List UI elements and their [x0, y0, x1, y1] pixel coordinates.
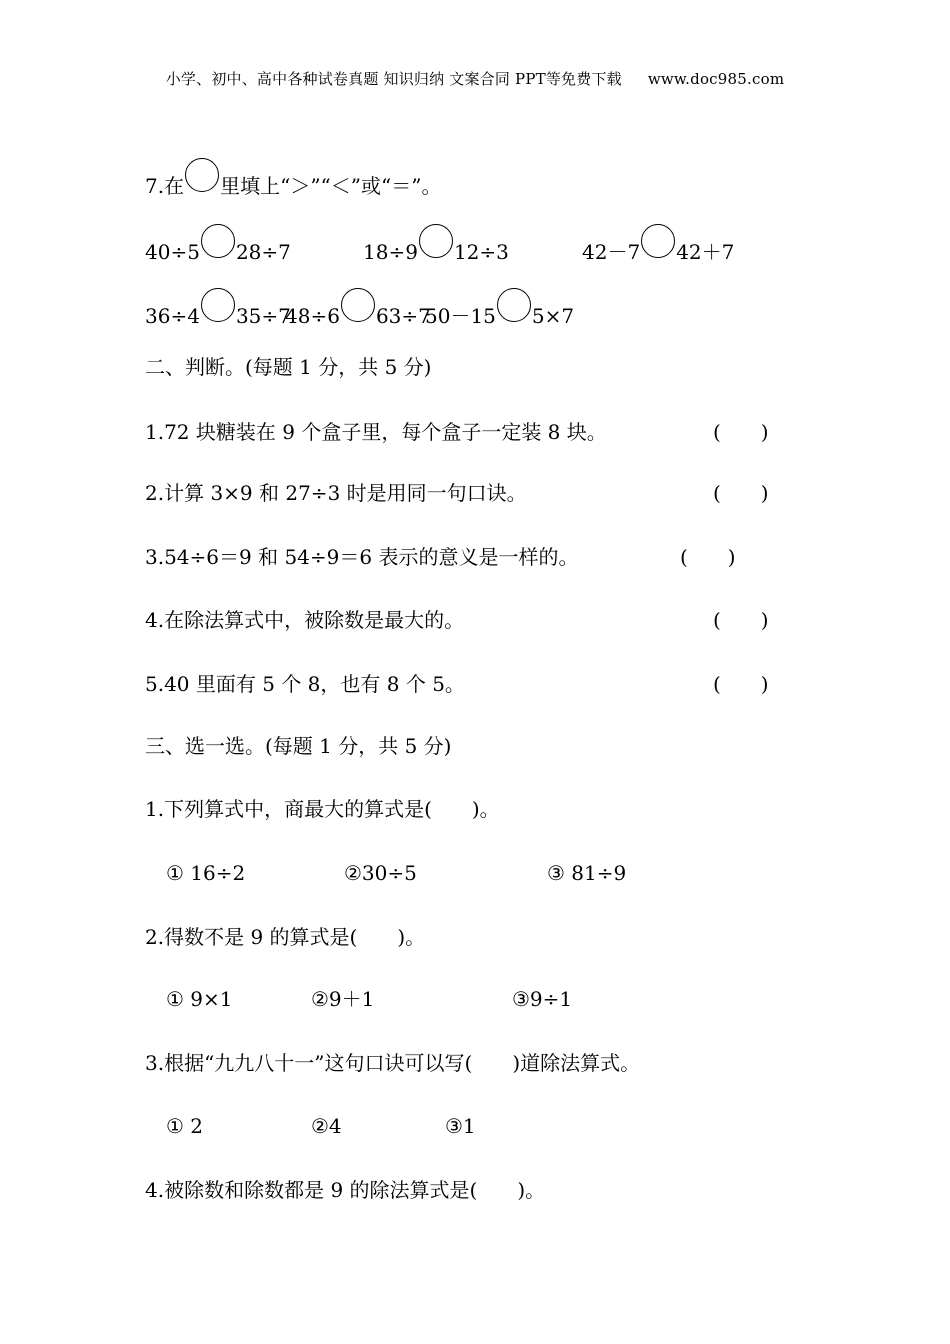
- comparison-circle-icon: [185, 158, 219, 192]
- comparison-left: 48÷6: [285, 304, 340, 328]
- answer-circle[interactable]: [419, 224, 453, 258]
- judge-item: 5.40 里面有 5 个 8，也有 8 个 5。: [145, 672, 465, 696]
- comparison-right: 63÷7: [375, 304, 431, 328]
- comparison-item: [285, 294, 431, 328]
- choice-question: 2.得数不是 9 的算式是( )。: [145, 925, 426, 949]
- choice-question: 4.被除数和除数都是 9 的除法算式是( )。: [145, 1178, 546, 1202]
- comparison-right: 12÷3: [453, 240, 509, 264]
- choice-option[interactable]: ① 16÷2: [166, 861, 246, 885]
- comparison-left: 42－7: [582, 240, 641, 264]
- comparison-right: 42＋7: [676, 240, 735, 264]
- judge-answer-paren[interactable]: ( ): [713, 420, 769, 444]
- judge-answer-paren[interactable]: ( ): [713, 608, 769, 632]
- comparison-left: 36÷4: [145, 304, 200, 328]
- choice-option[interactable]: ① 9×1: [166, 987, 233, 1011]
- judge-item: 4.在除法算式中，被除数是最大的。: [145, 608, 465, 632]
- answer-circle[interactable]: [497, 288, 531, 322]
- choice-option[interactable]: ① 2: [166, 1114, 204, 1138]
- comparison-right: 5×7: [531, 304, 575, 328]
- comparison-right: 28÷7: [235, 240, 291, 264]
- judge-answer-paren[interactable]: ( ): [713, 481, 769, 505]
- comparison-left: 18÷9: [363, 240, 418, 264]
- judge-item: 2.计算 3×9 和 27÷3 时是用同一句口诀。: [145, 481, 527, 505]
- judge-item: 3.54÷6＝9 和 54÷9＝6 表示的意义是一样的。: [145, 545, 579, 569]
- choice-option[interactable]: ③ 81÷9: [547, 861, 627, 885]
- section3-title: 三、选一选。(每题 1 分，共 5 分): [145, 734, 452, 758]
- section2-title: 二、判断。(每题 1 分，共 5 分): [145, 355, 432, 379]
- answer-circle[interactable]: [641, 224, 675, 258]
- q7-suffix: 里填上“＞”“＜”或“＝”。: [220, 174, 442, 198]
- choice-option[interactable]: ②30÷5: [344, 861, 417, 885]
- choice-option[interactable]: ③9÷1: [512, 987, 573, 1011]
- comparison-left: 50－15: [425, 304, 496, 328]
- answer-circle[interactable]: [201, 288, 235, 322]
- choice-option[interactable]: ②4: [311, 1114, 342, 1138]
- choice-question: 1.下列算式中，商最大的算式是( )。: [145, 797, 500, 821]
- q7-prefix: 7.在: [145, 174, 185, 198]
- comparison-right: 35÷7: [235, 304, 291, 328]
- header-site: www.doc985.com: [647, 70, 785, 88]
- comparison-item: [363, 230, 509, 264]
- comparison-item: [582, 230, 734, 264]
- choice-option[interactable]: ②9＋1: [311, 987, 375, 1011]
- q7-instruction: [145, 164, 441, 198]
- answer-circle[interactable]: [341, 288, 375, 322]
- judge-item: 1.72 块糖装在 9 个盒子里，每个盒子一定装 8 块。: [145, 420, 607, 444]
- judge-answer-paren[interactable]: ( ): [680, 545, 736, 569]
- header-text: 小学、初中、高中各种试卷真题 知识归纳 文案合同 PPT等免费下载: [165, 70, 622, 88]
- page-header: [0, 68, 950, 89]
- choice-question: 3.根据“九九八十一”这句口诀可以写( )道除法算式。: [145, 1051, 641, 1075]
- comparison-item: [425, 294, 574, 328]
- answer-circle[interactable]: [201, 224, 235, 258]
- choice-option[interactable]: ③1: [445, 1114, 476, 1138]
- comparison-left: 40÷5: [145, 240, 200, 264]
- comparison-item: [145, 294, 291, 328]
- comparison-item: [145, 230, 291, 264]
- judge-answer-paren[interactable]: ( ): [713, 672, 769, 696]
